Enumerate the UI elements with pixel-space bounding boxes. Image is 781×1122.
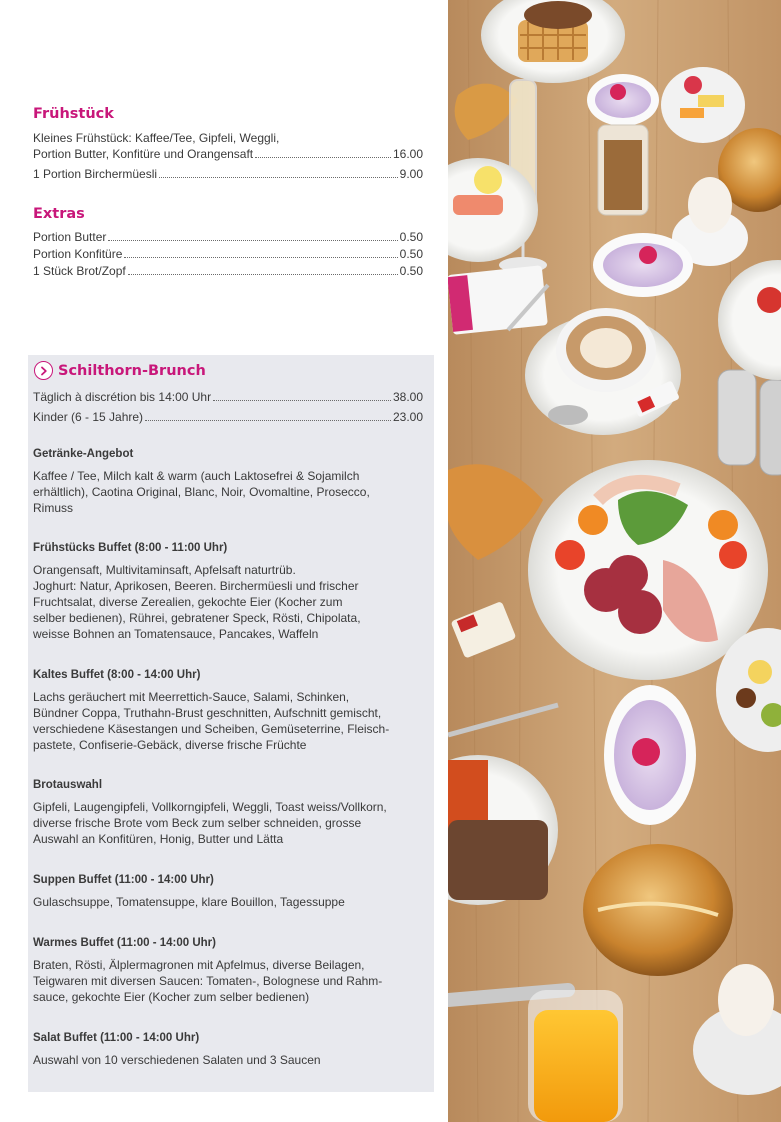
item-price: 0.50 — [399, 230, 423, 244]
item-label: Portion Konfitüre — [33, 247, 123, 261]
brunch-box — [28, 355, 434, 1092]
block-title: Suppen Buffet (11:00 - 14:00 Uhr) — [33, 874, 214, 886]
brunch-block-kaltes-buffet — [33, 668, 428, 753]
block-title: Frühstücks Buffet (8:00 - 11:00 Uhr) — [33, 542, 228, 554]
block-text: Auswahl von 10 verschiedenen Salaten und 3 Saucen — [33, 1053, 321, 1067]
leader-dots — [213, 400, 391, 401]
breakfast-photo-illustration — [448, 0, 781, 1122]
brunch-price-row — [33, 409, 423, 425]
fruehstueck-item-2 — [33, 166, 423, 182]
block-title: Getränke-Angebot — [33, 448, 134, 460]
item-price: 16.00 — [392, 147, 423, 161]
block-title: Kaltes Buffet (8:00 - 14:00 Uhr) — [33, 669, 201, 681]
section-title-brunch: Schilthorn-Brunch — [58, 362, 206, 379]
item-label: 1 Portion Birchermüesli — [33, 167, 158, 181]
fruehstueck-item-line1: Kleines Frühstück: Kaffee/Tee, Gipfeli, Weggli, — [33, 131, 280, 145]
chevron-right-circle-icon — [34, 361, 53, 380]
extras-item — [33, 246, 423, 262]
item-label: Täglich à discrétion bis 14:00 Uhr — [33, 390, 212, 404]
item-price: 9.00 — [399, 167, 423, 181]
brunch-block-salat-buffet — [33, 1031, 428, 1068]
block-title: Salat Buffet (11:00 - 14:00 Uhr) — [33, 1032, 200, 1044]
brunch-block-suppen-buffet — [33, 873, 428, 910]
brunch-block-brotauswahl — [33, 778, 428, 847]
brunch-block-getraenke — [33, 447, 428, 516]
breakfast-photo — [448, 0, 781, 1122]
section-title-fruehstueck: Frühstück — [33, 106, 114, 122]
block-text: Orangensaft, Multivitaminsaft, Apfelsaft naturtrüb. Joghurt: Natur, Aprikosen, Beeren. Birchermüesli und frischer Fruchtsalat, diverse Zerealien, gekochte Eier (Kocher zum selber bedienen), Rührei, gebratener Speck, Rösti, Chipolata, weisse Bohnen an Tomatensauce, Pancakes, Waffeln — [33, 563, 361, 641]
brunch-block-fruehstuecks-buffet — [33, 541, 428, 642]
extras-item — [33, 229, 423, 245]
fruehstueck-item-1 — [33, 146, 423, 162]
brunch-header — [34, 361, 206, 380]
item-price: 0.50 — [399, 247, 423, 261]
block-text: Gipfeli, Laugengipfeli, Vollkorngipfeli, Weggli, Toast weiss/Vollkorn, diverse frische Brote vom Beck zum selber schneiden, grosse Auswahl an Konfitüren, Honig, Butter und Lätta — [33, 800, 387, 846]
item-label: Portion Butter, Konfitüre und Orangensaft — [33, 147, 254, 161]
section-title-extras: Extras — [33, 206, 85, 222]
brunch-block-warmes-buffet — [33, 936, 428, 1005]
block-title: Warmes Buffet (11:00 - 14:00 Uhr) — [33, 937, 216, 949]
item-label: 1 Stück Brot/Zopf — [33, 264, 126, 278]
item-label: Kinder (6 - 15 Jahre) — [33, 410, 144, 424]
block-text: Braten, Rösti, Älplermagronen mit Apfelmus, diverse Beilagen, Teigwaren mit diversen Saucen: Tomaten-, Bolognese und Rahm- sauce, gekochte Eier (Kocher zum selber bedienen) — [33, 958, 383, 1004]
item-price: 23.00 — [392, 410, 423, 424]
leader-dots — [255, 157, 391, 158]
block-text: Lachs geräuchert mit Meerrettich-Sauce, Salami, Schinken, Bündner Coppa, Truthahn-Brust geschnitten, Aufschnitt gemischt, verschiedene Käsestangen und Scheiben, Gemüseterrine, Fleisch- pastete, Confiserie-Gebäck, diverse frische Früchte — [33, 690, 390, 752]
brunch-price-row — [33, 389, 423, 405]
item-price: 38.00 — [392, 390, 423, 404]
leader-dots — [128, 274, 398, 275]
leader-dots — [108, 240, 397, 241]
block-text: Gulaschsuppe, Tomatensuppe, klare Bouillon, Tagessuppe — [33, 895, 345, 909]
leader-dots — [145, 420, 391, 421]
item-label: Portion Butter — [33, 230, 107, 244]
block-title: Brotauswahl — [33, 779, 103, 791]
leader-dots — [159, 177, 398, 178]
leader-dots — [124, 257, 397, 258]
block-text: Kaffee / Tee, Milch kalt & warm (auch Laktosefrei & Sojamilch erhältlich), Caotina Original, Blanc, Noir, Ovomaltine, Prosecco, Rimuss — [33, 469, 370, 515]
item-price: 0.50 — [399, 264, 423, 278]
extras-item — [33, 263, 423, 279]
